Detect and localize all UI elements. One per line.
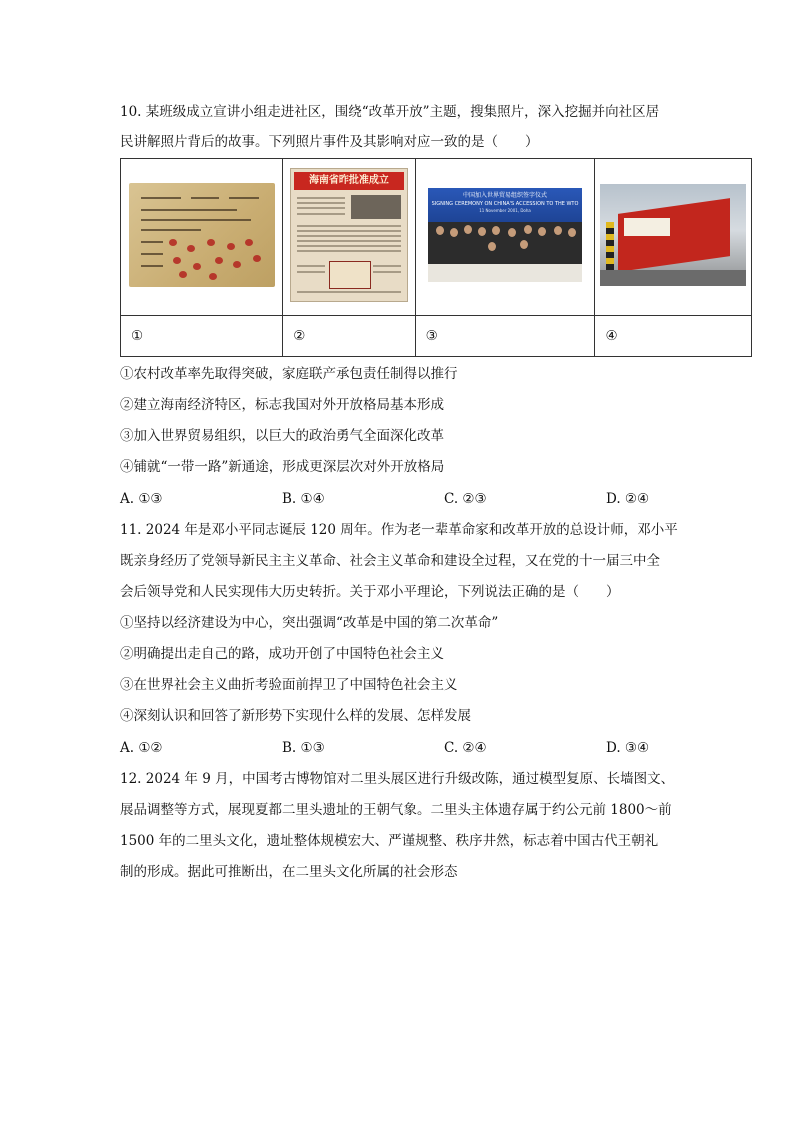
q10-statement-3: ③加入世界贸易组织，以巨大的政治勇气全面深化改革 (120, 428, 444, 444)
q12-stem-line-4: 制的形成。据此可推断出，在二里头文化所属的社会形态 (120, 864, 458, 880)
q10-option-d[interactable]: D. ②④ (606, 491, 650, 507)
q10-stem-line-1: 10. 某班级成立宣讲小组走进社区，围绕“改革开放”主题，搜集照片，深入挖掘并向社区居 (120, 104, 660, 120)
photo-cell-3 (415, 159, 595, 316)
q10-statement-1: ①农村改革率先取得突破，家庭联产承包责任制得以推行 (120, 366, 458, 382)
q11-option-a[interactable]: A. ①② (120, 740, 163, 756)
photo-label-3: ③ (415, 316, 595, 357)
photo-label-1: ① (121, 316, 283, 357)
freight-train-photo (600, 184, 746, 286)
wto-banner: 中国加入世界贸易组织签字仪式 SIGNING CEREMONY ON CHINA'S ACCESSION TO THE WTO 11 November 2001, Doha (428, 188, 582, 222)
newspaper-headline: 海南省昨批准成立 (294, 172, 404, 190)
contract-photo (129, 183, 275, 287)
q11-option-c[interactable]: C. ②④ (444, 740, 487, 756)
photo-table (120, 158, 752, 357)
q11-statement-3: ③在世界社会主义曲折考验面前捍卫了中国特色社会主义 (120, 677, 458, 693)
q11-statement-1: ①坚持以经济建设为中心，突出强调“改革是中国的第二次革命” (120, 615, 499, 631)
photo-cell-1 (121, 159, 283, 316)
q11-stem-line-2: 既亲身经历了党领导新民主主义革命、社会主义革命和建设全过程，又在党的十一届三中全 (120, 553, 660, 569)
wto-ceremony-photo (428, 188, 582, 282)
q10-statement-4: ④铺就“一带一路”新通途，形成更深层次对外开放格局 (120, 459, 445, 475)
q10-option-c[interactable]: C. ②③ (444, 491, 487, 507)
q10-stem-line-2: 民讲解照片背后的故事。下列照片事件及其影响对应一致的是（ ） (120, 134, 539, 150)
q12-stem-line-1: 12. 2024 年 9 月，中国考古博物馆对二里头展区进行升级改陈，通过模型复原、长墙图文、 (120, 771, 675, 787)
newspaper-photo (290, 168, 408, 302)
q11-option-b[interactable]: B. ①③ (282, 740, 325, 756)
q12-stem-line-3: 1500 年的二里头文化，遗址整体规模宏大、严谨规整、秩序井然，标志着中国古代王朝礼 (120, 833, 659, 849)
q10-option-a[interactable]: A. ①③ (120, 491, 163, 507)
q10-option-b[interactable]: B. ①④ (282, 491, 325, 507)
q12-stem-line-2: 展品调整等方式，展现夏都二里头遗址的王朝气象。二里头主体遗存属于约公元前 1800～前 (120, 802, 672, 818)
photo-label-4: ④ (595, 316, 752, 357)
photo-cell-4 (595, 159, 752, 316)
photo-cell-2 (283, 159, 415, 316)
photo-label-2: ② (283, 316, 415, 357)
q11-statement-2: ②明确提出走自己的路，成功开创了中国特色社会主义 (120, 646, 444, 662)
q11-stem-line-1: 11. 2024 年是邓小平同志诞辰 120 周年。作为老一辈革命家和改革开放的总设计师，邓小平 (120, 522, 678, 538)
q11-stem-line-3: 会后领导党和人民实现伟大历史转折。关于邓小平理论，下列说法正确的是（ ） (120, 584, 620, 600)
q10-statement-2: ②建立海南经济特区，标志我国对外开放格局基本形成 (120, 397, 444, 413)
q11-statement-4: ④深刻认识和回答了新形势下实现什么样的发展、怎样发展 (120, 708, 471, 724)
q11-option-d[interactable]: D. ③④ (606, 740, 650, 756)
